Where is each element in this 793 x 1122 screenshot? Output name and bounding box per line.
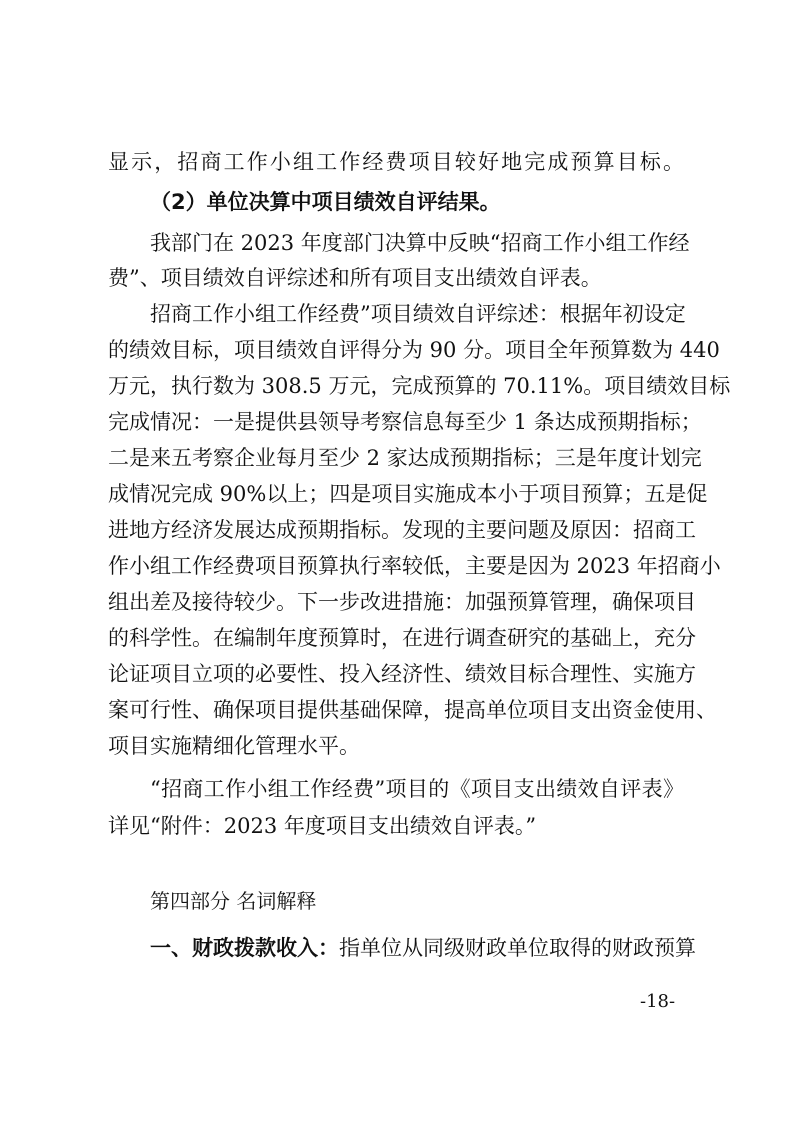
paragraph-line: 进地方经济发展达成预期指标。发现的主要问题及原因：招商工 [108,518,696,542]
section-title: 第四部分 名词解释 [150,889,317,913]
paragraph-line: 显示，招商工作小组工作经费项目较好地完成预算目标。 [108,150,684,174]
definition-line [150,934,696,962]
paragraph-line: 案可行性、确保项目提供基础保障，提高单位项目支出资金使用、 [108,698,717,722]
paragraph-line: 成情况完成 90%以上；四是项目实施成本小于项目预算；五是促 [108,482,708,506]
definition-term: 一、财政拨款收入： [150,936,339,960]
paragraph-line: 招商工作小组工作经费”项目绩效自评综述：根据年初设定 [150,302,686,326]
paragraph-line: 项目实施精细化管理水平。 [108,734,360,758]
paragraph-line: 完成情况：一是提供县领导考察信息每至少 1 条达成预期指标； [108,410,702,434]
paragraph-line: 万元，执行数为 308.5 万元，完成预算的 70.11%。项目绩效目标 [108,374,731,398]
paragraph-line: “招商工作小组工作经费”项目的《项目支出绩效自评表》 [150,777,684,801]
paragraph-line: 我部门在 2023 年度部门决算中反映“招商工作小组工作经 [150,231,690,255]
paragraph-line: 费”、项目绩效自评综述和所有项目支出绩效自评表。 [108,266,602,290]
paragraph-line: 论证项目立项的必要性、投入经济性、绩效目标合理性、实施方 [108,662,696,686]
subsection-heading: （2）单位决算中项目绩效自评结果。 [150,190,501,214]
definition-text: 指单位从同级财政单位取得的财政预算 [339,936,696,960]
paragraph-line: 作小组工作经费项目预算执行率较低，主要是因为 2023 年招商小 [108,554,721,578]
paragraph-line: 的绩效目标，项目绩效自评得分为 90 分。项目全年预算数为 440 [108,338,720,362]
paragraph-line: 组出差及接待较少。下一步改进措施：加强预算管理，确保项目 [108,590,696,614]
paragraph-line: 详见“附件：2023 年度项目支出绩效自评表。” [108,814,537,838]
paragraph-line: 二是来五考察企业每月至少 2 家达成预期指标；三是年度计划完 [108,446,702,470]
page-number: -18- [640,991,676,1012]
paragraph-line: 的科学性。在编制年度预算时，在进行调查研究的基础上，充分 [108,626,696,650]
